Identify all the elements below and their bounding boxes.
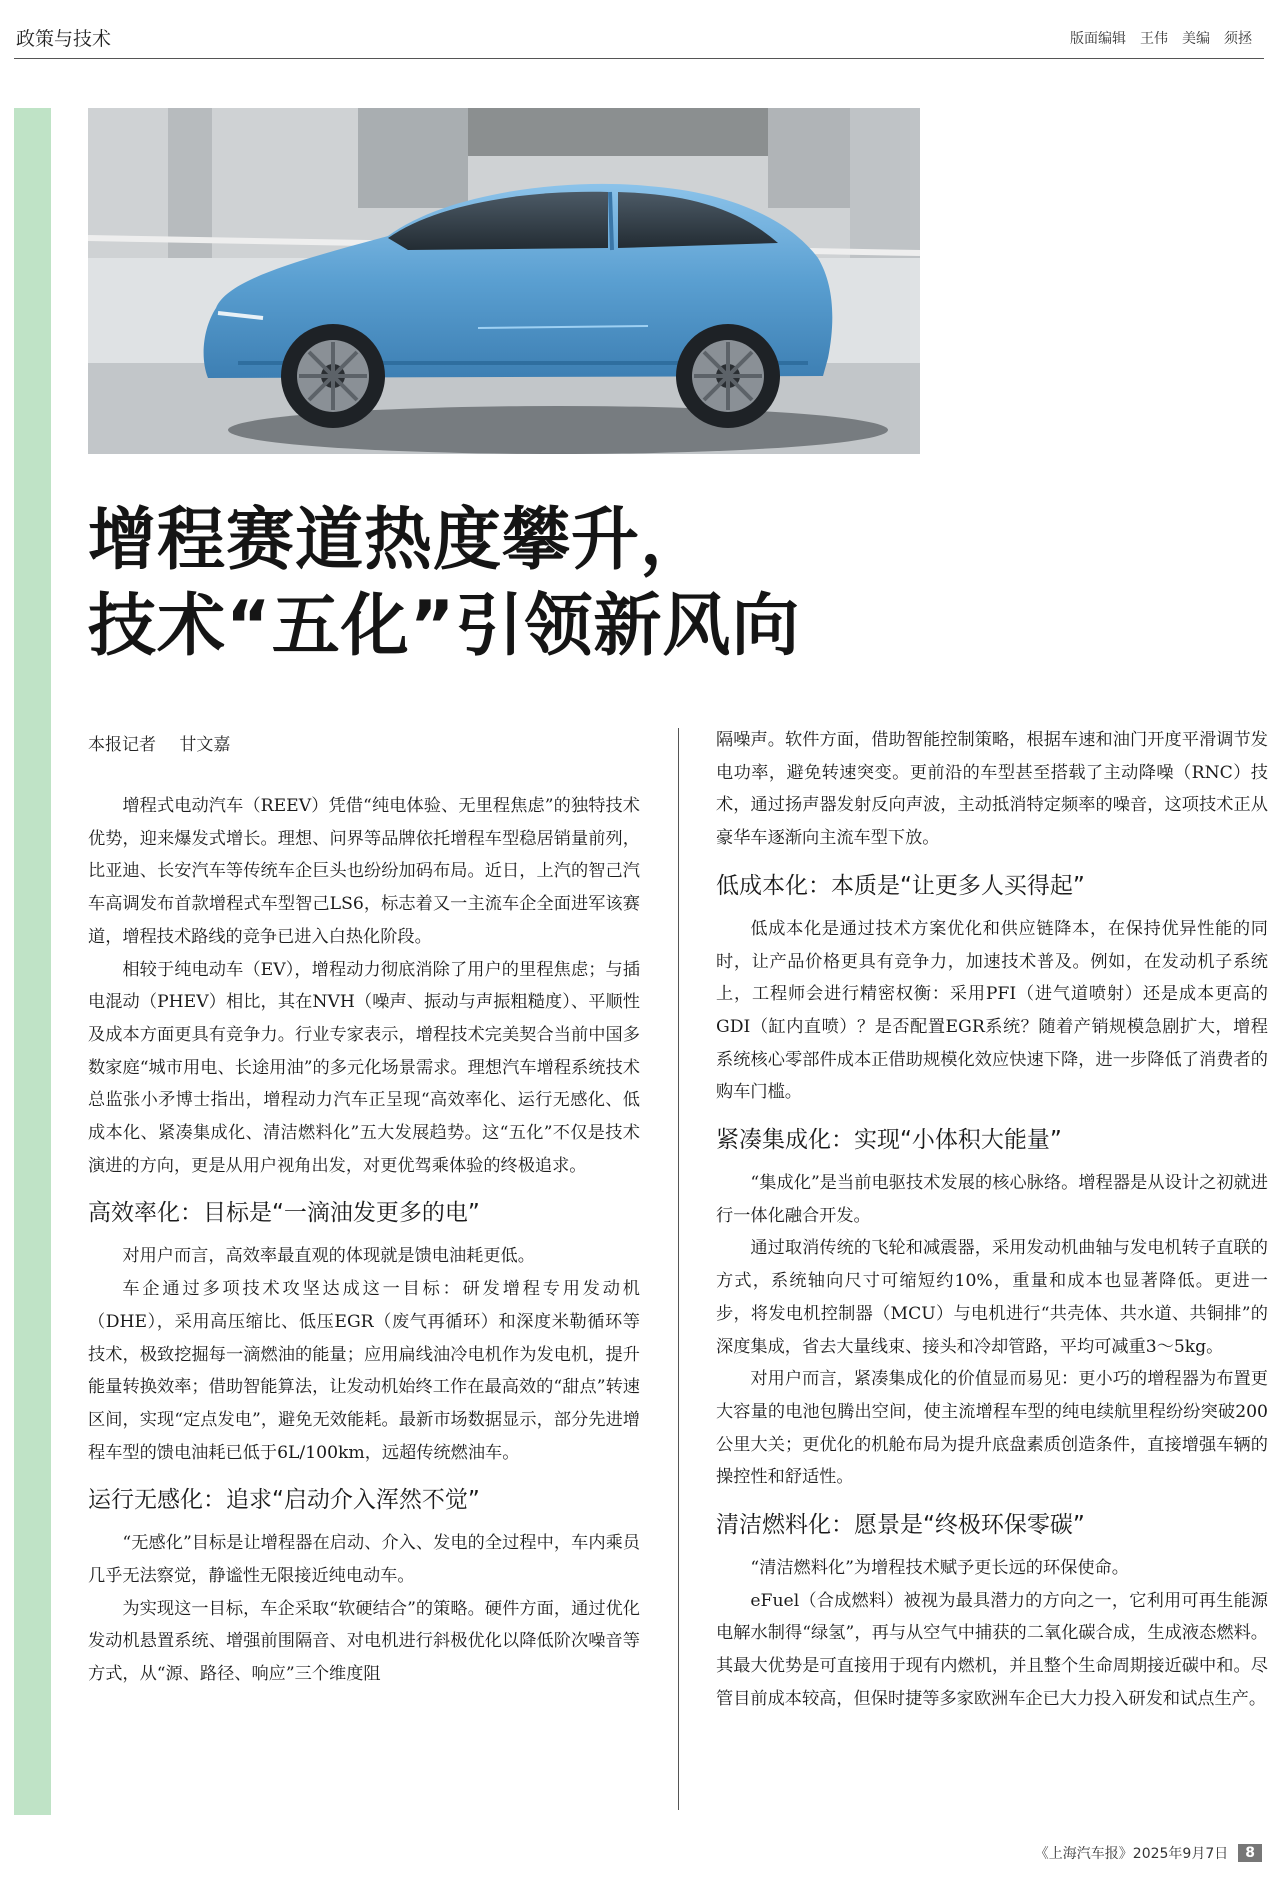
byline — [88, 730, 230, 755]
credit-role-editor: 版面编辑 — [1070, 31, 1126, 47]
paragraph: 对用户而言，高效率最直观的体现就是馈电油耗更低。 — [122, 1246, 535, 1267]
section-heading-low-cost: 低成本化：本质是“让更多人买得起” — [716, 872, 1085, 899]
page-footer — [1035, 1843, 1262, 1863]
credit-role-designer: 美编 — [1182, 31, 1210, 47]
paragraph: 通过取消传统的飞轮和减震器，采用发动机曲轴与发电机转子直联的方式，系统轴向尺寸可缩短约10%，重量和成本也显著降低。更进一步，将发电机控制器（MCU）与电机进行“共壳体、共水道、共铜排”的深度集成，省去大量线束、接头和冷却管路，平均可减重3～5kg。 — [716, 1238, 1268, 1357]
column-divider — [678, 728, 679, 1810]
editor-credits — [1070, 28, 1252, 48]
headline-line-2: 技术“五化”引领新风向 — [88, 587, 801, 666]
paragraph: 低成本化是通过技术方案优化和供应链降本，在保持优异性能的同时，让产品价格更具有竞争力，加速技术普及。例如，在发动机子系统上，工程师会进行精密权衡：采用PFI（进气道喷射）还是成本更高的GDI（缸内直喷）？是否配置EGR系统？随着产销规模急剧扩大，增程系统核心零部件成本正借助规模化效应快速下降，进一步降低了消费者的购车门槛。 — [716, 918, 1268, 1103]
paragraph: 增程式电动汽车（REEV）凭借“纯电体验、无里程焦虑”的独特技术优势，迎来爆发式增长。理想、问界等品牌依托增程车型稳居销量前列，比亚迪、长安汽车等传统车企巨头也纷纷加码布局。近日，上汽的智己汽车高调发布首款增程式车型智己LS6，标志着又一主流车企全面进军该赛道，增程技术路线的竞争已进入白热化阶段。 — [88, 796, 640, 947]
paragraph: 隔噪声。软件方面，借助智能控制策略，根据车速和油门开度平滑调节发电功率，避免转速突变。更前沿的车型甚至搭载了主动降噪（RNC）技术，通过扬声器发射反向声波，主动抵消特定频率的噪音，这项技术正从豪华车逐渐向主流车型下放。 — [716, 730, 1268, 849]
byline-label: 本报记者 — [88, 735, 156, 755]
publication-info: 《上海汽车报》2025年9月7日 — [1034, 1846, 1229, 1862]
paragraph: “无感化”目标是让增程器在启动、介入、发电的全过程中，车内乘员几乎无法察觉，静谧性无限接近纯电动车。 — [88, 1533, 640, 1587]
paragraph: 对用户而言，紧凑集成化的价值显而易见：更小巧的增程器为布置更大容量的电池包腾出空间，使主流增程车型的纯电续航里程纷纷突破200公里大关；更优化的机舱布局为提升底盘素质创造条件，直接增强车辆的操控性和舒适性。 — [716, 1369, 1268, 1488]
paragraph: “集成化”是当前电驱技术发展的核心脉络。增程器是从设计之初就进行一体化融合开发。 — [716, 1173, 1268, 1226]
paragraph: 车企通过多项技术攻坚达成这一目标：研发增程专用发动机（DHE），采用高压缩比、低压EGR（废气再循环）和深度米勒循环等技术，极致挖掘每一滴燃油的能量；应用扁线油冷电机作为发电机，提升能量转换效率；借助智能算法，让发动机始终工作在最高效的“甜点”转速区间，实现“定点发电”，避免无效能耗。最新市场数据显示，部分先进增程车型的馈电油耗已低于6L/100km，远超传统燃油车。 — [88, 1279, 640, 1463]
section-heading-seamless: 运行无感化：追求“启动介入浑然不觉” — [88, 1487, 480, 1514]
byline-author: 甘文嘉 — [179, 735, 231, 755]
article-headline — [88, 498, 1188, 670]
paragraph: eFuel（合成燃料）被视为最具潜力的方向之一，它利用可再生能源电解水制得“绿氢”，再与从空气中捕获的二氧化碳合成，生成液态燃料。其最大优势是可直接用于现有内燃机，并且整个生命周期接近碳中和。尽管目前成本较高，但保时捷等多家欧洲车企已大力投入研发和试点生产。 — [716, 1590, 1268, 1709]
hero-car-photo — [88, 108, 920, 454]
paragraph: “清洁燃料化”为增程技术赋予更长远的环保使命。 — [750, 1558, 1129, 1579]
accent-sidebar-bar — [14, 108, 51, 1815]
paragraph: 为实现这一目标，车企采取“软硬结合”的策略。硬件方面，通过优化发动机悬置系统、增强前围隔音、对电机进行斜极优化以降低阶次噪音等方式，从“源、路径、响应”三个维度阻 — [88, 1598, 640, 1685]
section-heading-integration: 紧凑集成化：实现“小体积大能量” — [716, 1127, 1062, 1154]
section-heading-efficiency: 高效率化：目标是“一滴油发更多的电” — [88, 1200, 480, 1227]
car-illustration — [88, 108, 920, 454]
paragraph: 相较于纯电动车（EV），增程动力彻底消除了用户的里程焦虑；与插电混动（PHEV）相比，其在NVH（噪声、振动与声振粗糙度）、平顺性及成本方面更具有竞争力。行业专家表示，增程技术完美契合当前中国多数家庭“城市用电、长途用油”的多元化场景需求。理想汽车增程系统技术总监张小矛博士指出，增程动力汽车正呈现“高效率化、运行无感化、低成本化、紧凑集成化、清洁燃料化”五大发展趋势。这“五化”不仅是技术演进的方向，更是从用户视角出发，对更优驾乘体验的终极追求。 — [88, 959, 640, 1176]
article-column-left — [88, 790, 640, 1691]
headline-line-1: 增程赛道热度攀升， — [88, 501, 710, 580]
credit-designer-name: 须拯 — [1224, 31, 1252, 47]
section-heading-clean-fuel: 清洁燃料化：愿景是“终极环保零碳” — [716, 1512, 1085, 1539]
section-label: 政策与技术 — [16, 28, 112, 50]
credit-editor-name: 王伟 — [1140, 31, 1168, 47]
header-divider — [14, 58, 1264, 59]
page-number-badge: 8 — [1238, 1844, 1262, 1862]
article-column-right — [716, 724, 1268, 1716]
